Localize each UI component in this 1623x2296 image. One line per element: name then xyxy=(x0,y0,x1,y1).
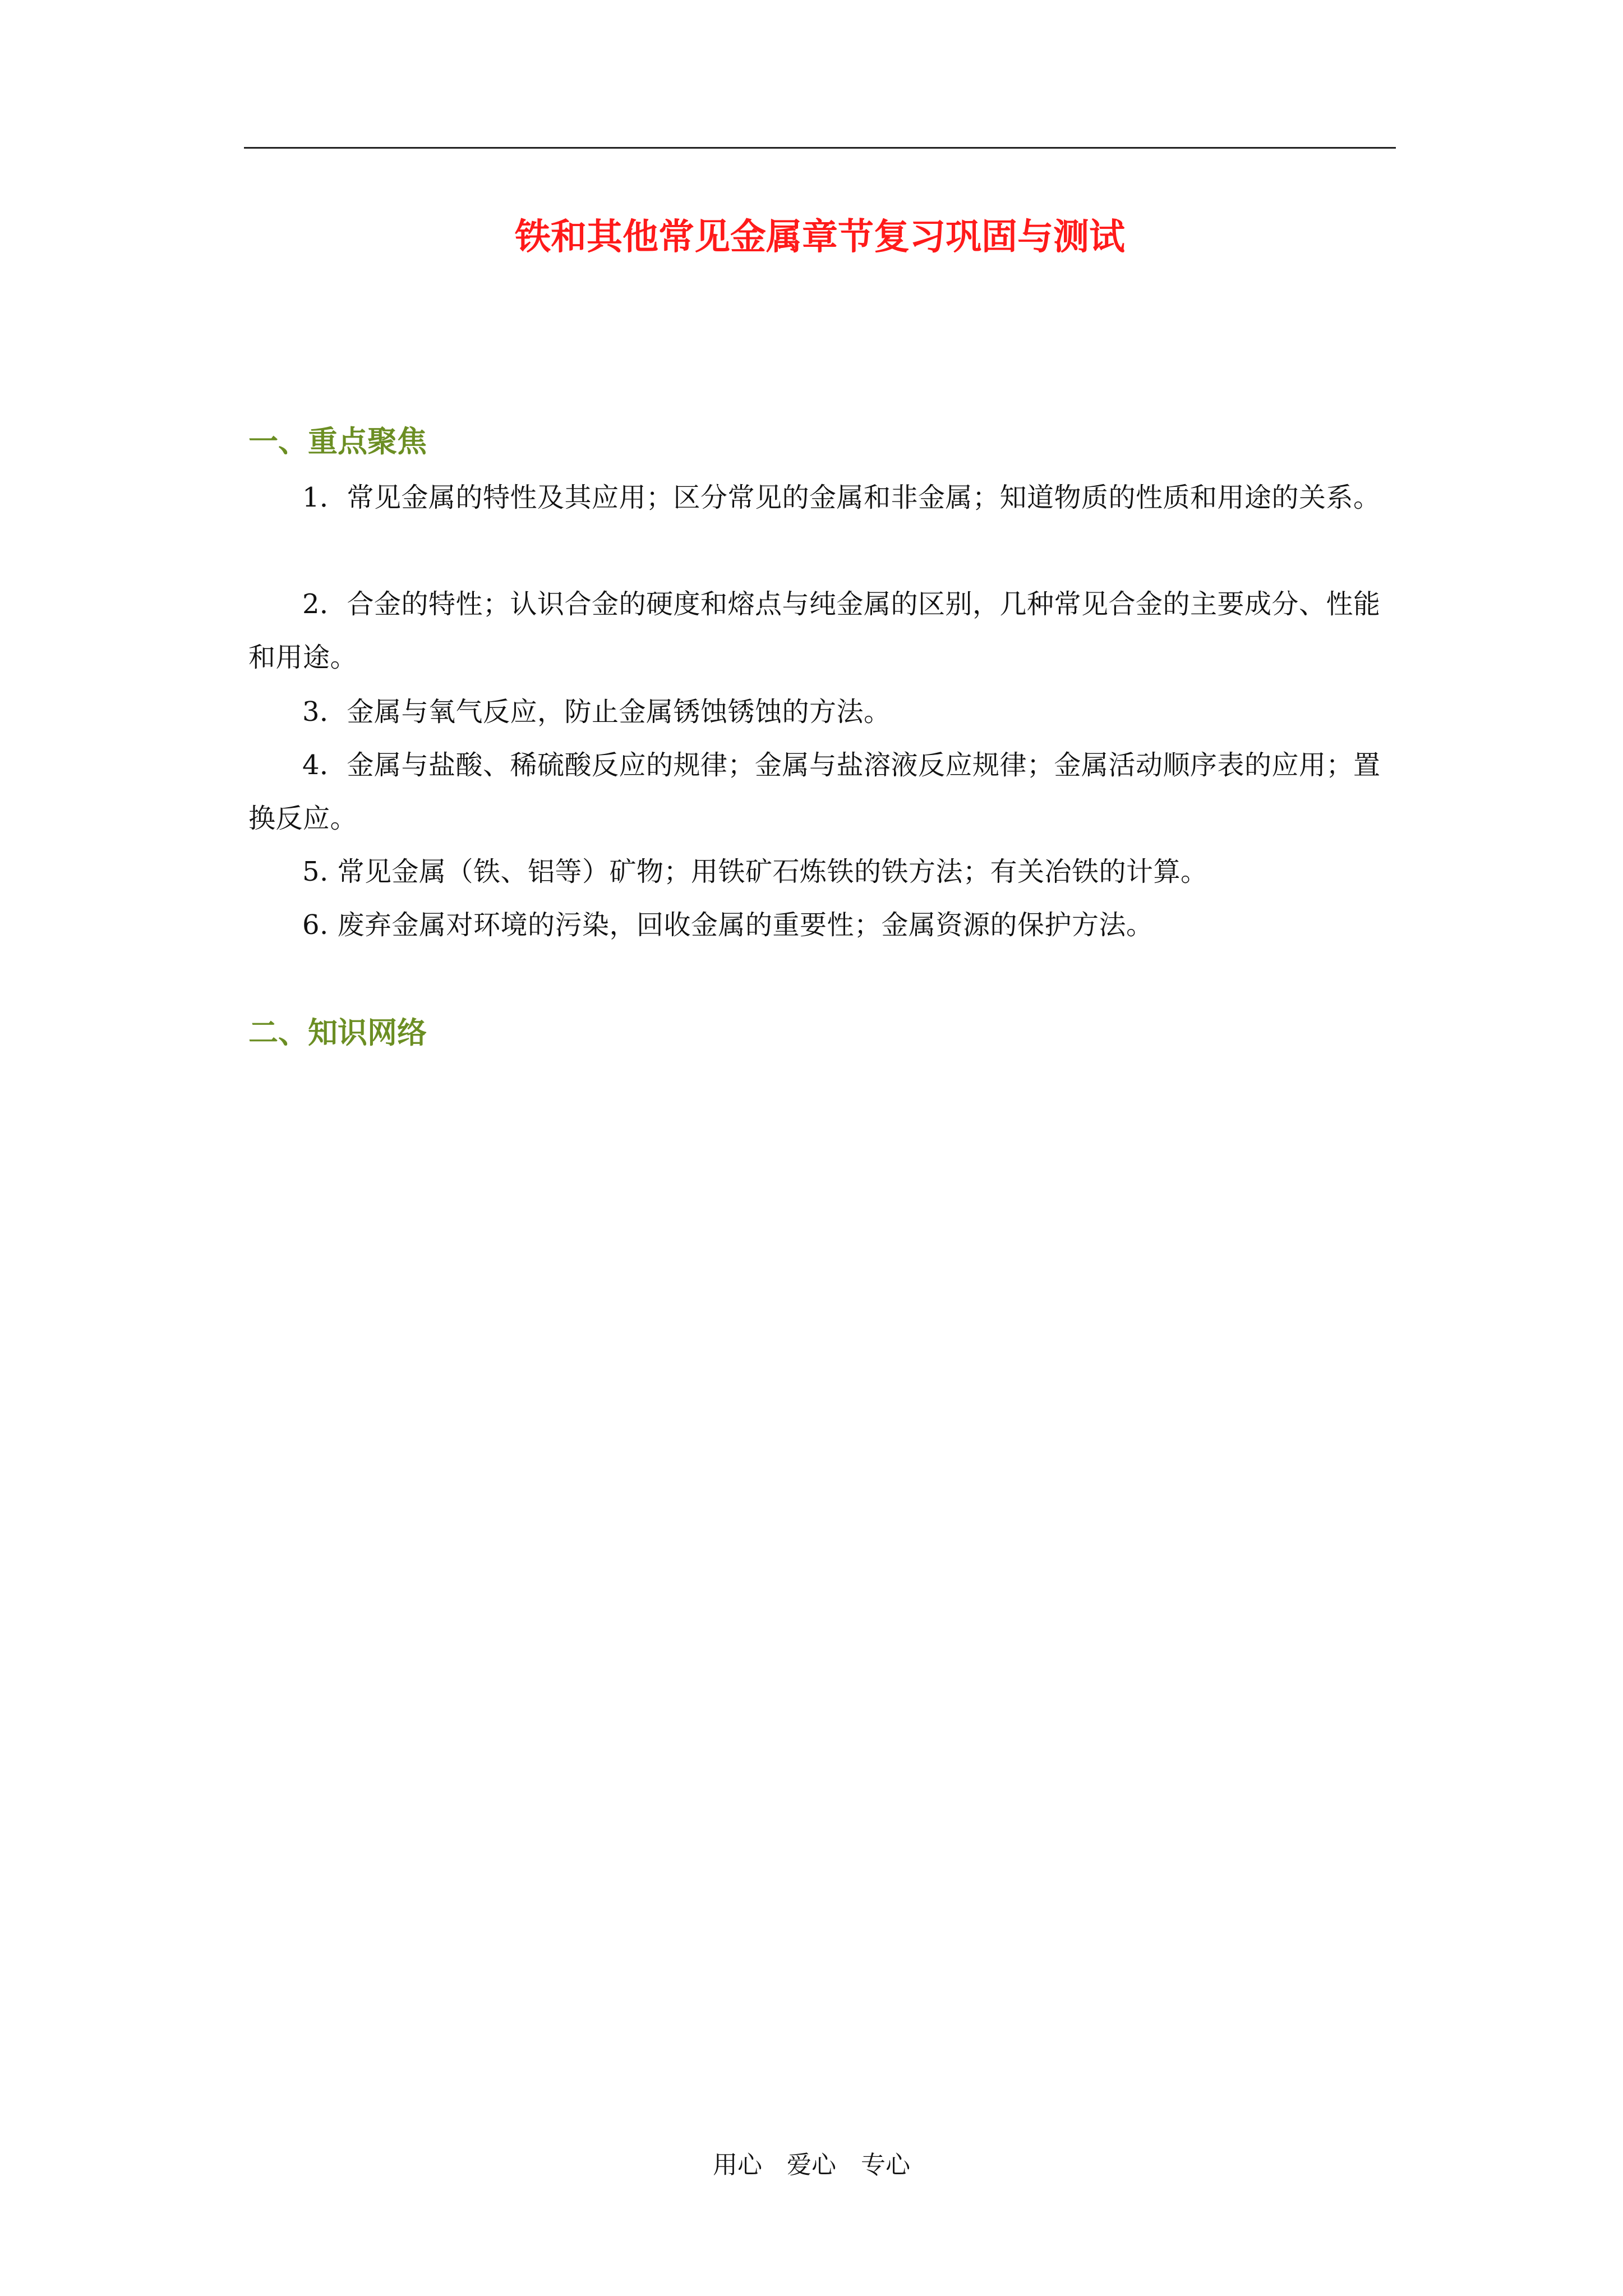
key-point-item-5: 5. 常见金属（铁、铝等）矿物；用铁矿石炼铁的铁方法；有关冶铁的计算。 xyxy=(302,856,1208,887)
key-point-item-3: 3．金属与氧气反应，防止金属锈蚀锈蚀的方法。 xyxy=(302,696,891,728)
key-point-item-1: 1．常见金属的特性及其应用；区分常见的金属和非金属；知道物质的性质和用途的关系。 xyxy=(302,482,1381,513)
section-heading-knowledge-network: 二、知识网络 xyxy=(248,1015,427,1050)
document-title: 铁和其他常见金属章节复习巩固与测试 xyxy=(515,216,1125,258)
key-point-item-2: 2．合金的特性；认识合金的硬度和熔点与纯金属的区别，几种常见合金的主要成分、性能和用途。 xyxy=(248,588,1381,673)
key-point-item-4: 4．金属与盐酸、稀硫酸反应的规律；金属与盐溶液反应规律；金属活动顺序表的应用；置换反应。 xyxy=(248,749,1381,834)
key-point-item-6: 6. 废弃金属对环境的污染，回收金属的重要性；金属资源的保护方法。 xyxy=(302,909,1154,941)
page-footer: 用心 爱心 专心 xyxy=(713,2151,910,2179)
section-heading-key-points: 一、重点聚焦 xyxy=(248,424,427,459)
header-rule xyxy=(244,147,1396,149)
